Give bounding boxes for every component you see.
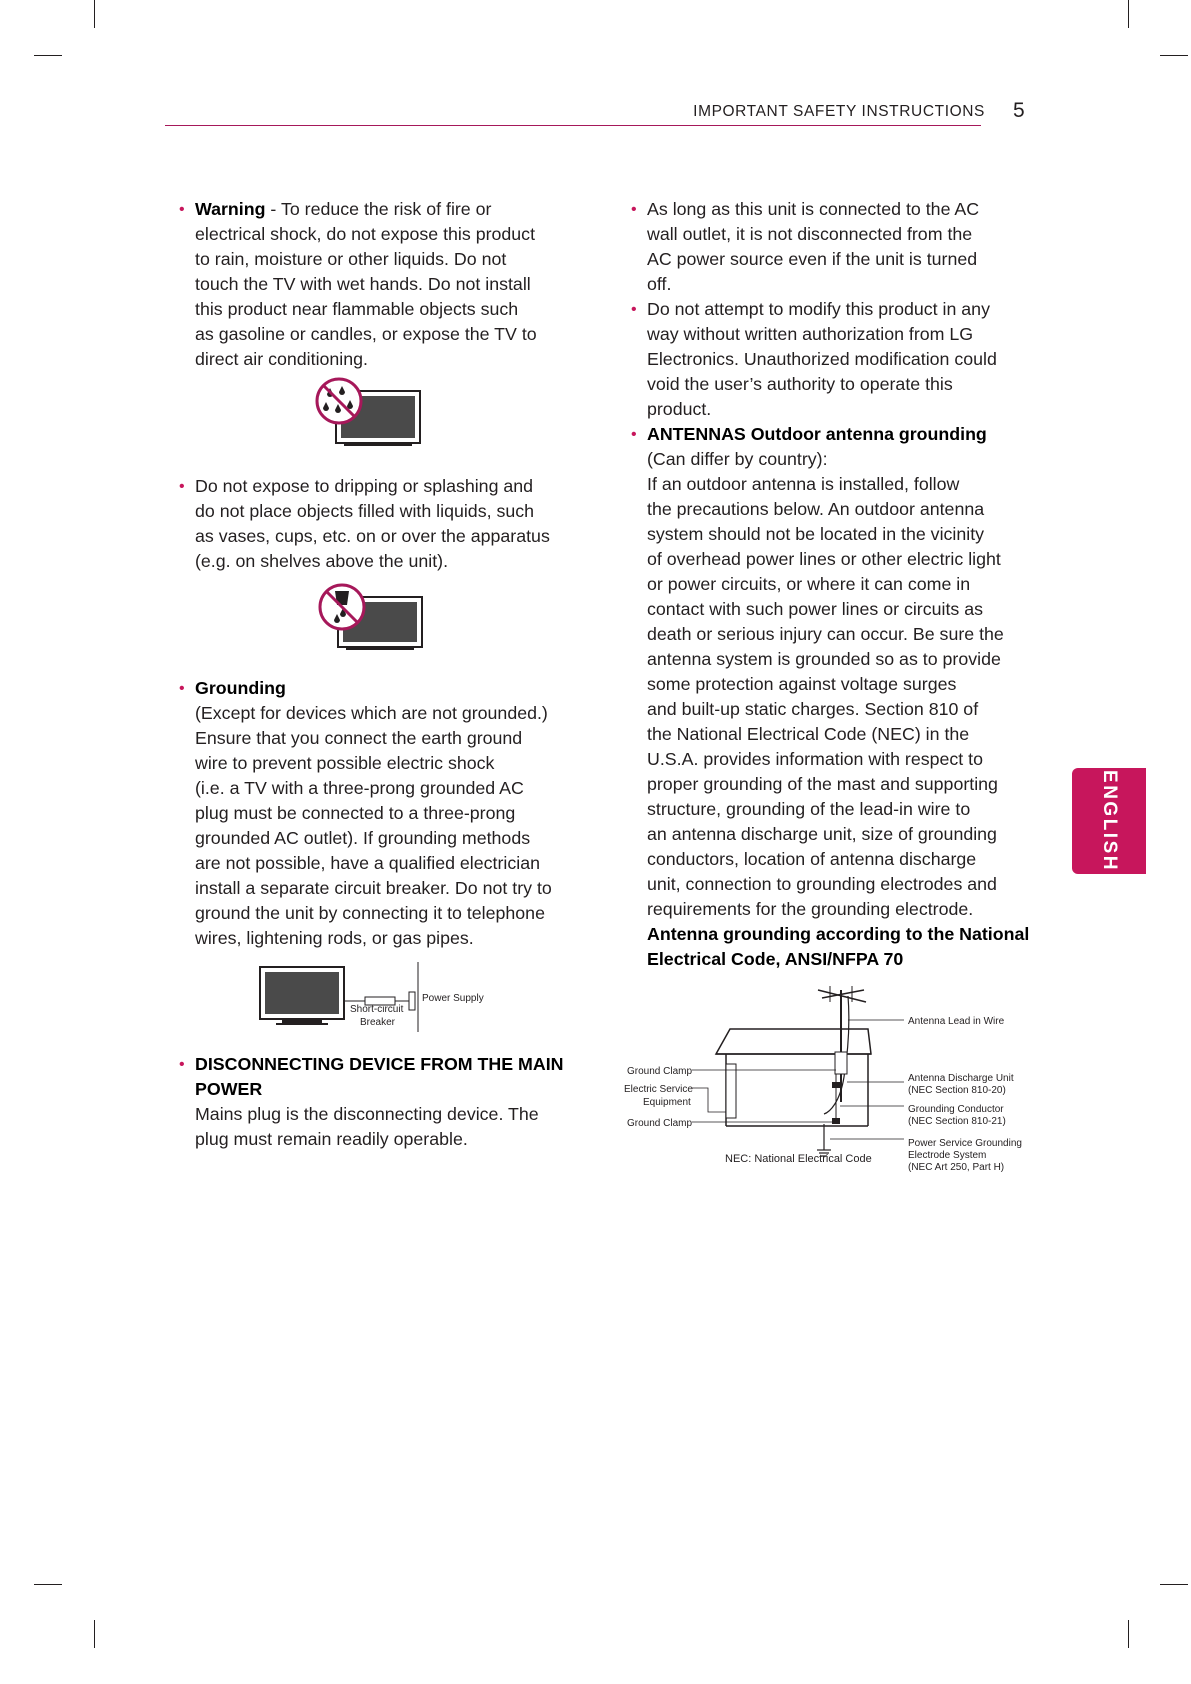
bullet-icon: • — [179, 478, 185, 495]
bullet-icon: • — [631, 426, 637, 443]
grounding-heading: Grounding — [195, 678, 286, 698]
ac-outlet-item — [631, 197, 1031, 297]
breaker-label-line2: Breaker — [360, 1017, 396, 1028]
nec-caption: NEC: National Electrical Code — [725, 1153, 872, 1165]
crop-mark — [1128, 1620, 1129, 1648]
no-moisture-tv-figure — [312, 374, 424, 450]
power-supply-label: Power Supply — [422, 993, 484, 1004]
electrode-label-1: Power Service Grounding — [908, 1138, 1022, 1149]
modify-item — [631, 297, 1031, 422]
header-divider — [165, 125, 981, 126]
electrode-label-2: Electrode System — [908, 1150, 987, 1161]
bullet-icon: • — [631, 301, 637, 318]
breaker-label-line1: Short-circuit — [350, 1004, 404, 1015]
right-column — [631, 197, 1031, 972]
disconnect-text: Mains plug is the disconnecting device. The plug must remain readily operable. — [195, 1104, 539, 1149]
grounding-breaker-figure — [258, 962, 498, 1032]
crop-mark — [34, 55, 62, 56]
antennas-text: (Can differ by country): If an outdoor antenna is installed, follow the precautions below. An outdoor antenna system should not be located in the vicinity of overhead power lines or other electric light or power circuits, or where it can come in contact with such power lines or circuits as death or serious injury can occur. Be sure the antenna system is grounded so as to provide some protection against voltage surges and built-up static charges. Section 810 of the National Electrical Code (NEC) in the U.S.A. provides information with respect to proper grounding of the mast and supporting structure, grounding of the lead-in wire to an antenna discharge unit, size of grounding conductors, location of antenna discharge unit, connection to grounding electrodes and requirements for the grounding electrode. — [647, 449, 1004, 919]
warning-heading: Warning — [195, 199, 266, 219]
discharge-label-1: Antenna Discharge Unit — [908, 1073, 1014, 1084]
crop-mark — [34, 1584, 62, 1585]
electric-service-label-2: Equipment — [643, 1097, 691, 1108]
left-column-dripping — [179, 474, 579, 574]
ac-outlet-text: As long as this unit is connected to the AC wall outlet, it is not disconnected from the AC power source even if the unit is turned off. — [647, 199, 980, 294]
discharge-label-2: (NEC Section 810-20) — [908, 1085, 1006, 1096]
left-column-disconnect — [179, 1052, 579, 1152]
bullet-icon: • — [179, 1056, 185, 1073]
antennas-subheading: Antenna grounding according to the National Electrical Code, ANSI/NFPA 70 — [647, 924, 1030, 969]
bullet-icon: • — [631, 201, 637, 218]
language-tab-label: ENGLISH — [1099, 770, 1120, 872]
page-number: 5 — [1013, 99, 1025, 122]
ground-clamp-top-label: Ground Clamp — [627, 1066, 693, 1077]
electrode-label-3: (NEC Art 250, Part H) — [908, 1162, 1005, 1173]
crop-mark — [1160, 55, 1188, 56]
language-tab — [1072, 768, 1146, 874]
section-title: IMPORTANT SAFETY INSTRUCTIONS — [693, 103, 985, 120]
lead-in-label: Antenna Lead in Wire — [908, 1016, 1005, 1027]
antennas-heading: ANTENNAS Outdoor antenna grounding — [647, 424, 987, 444]
no-liquid-objects-figure — [316, 580, 428, 658]
warning-text: - To reduce the risk of fire or electrical shock, do not expose this product to rain, moisture or other liquids. Do not touch the TV with wet hands. Do not install this product near flammable objects such as gasoline or candles, or expose the TV to direct air conditioning. — [195, 199, 537, 369]
bullet-icon: • — [179, 201, 185, 218]
grounding-item — [179, 676, 579, 951]
bullet-icon: • — [179, 680, 185, 697]
antenna-grounding-diagram — [618, 982, 1038, 1182]
ground-clamp-bottom-label: Ground Clamp — [627, 1118, 693, 1129]
warning-item — [179, 197, 579, 372]
conductor-label-2: (NEC Section 810-21) — [908, 1116, 1006, 1127]
left-column-grounding — [179, 676, 579, 951]
dripping-text: Do not expose to dripping or splashing and do not place objects filled with liquids, such as vases, cups, etc. on or over the apparatus (e.g. on shelves above the unit). — [195, 476, 550, 571]
dripping-item — [179, 474, 579, 574]
modify-text: Do not attempt to modify this product in any way without written authorization from LG Electronics. Unauthorized modification could void the user’s authority to operate this product. — [647, 299, 997, 419]
disconnect-item — [179, 1052, 579, 1152]
electric-service-label-1: Electric Service — [624, 1084, 693, 1095]
grounding-text: (Except for devices which are not grounded.) Ensure that you connect the earth ground wire to prevent possible electric shock (i.e. a TV with a three-prong grounded AC plug must be connected to a three-prong grounded AC outlet). If grounding methods are not possible, have a qualified electrician install a separate circuit breaker. Do not try to ground the unit by connecting it to telephone wires, lightening rods, or gas pipes. — [195, 703, 552, 948]
crop-mark — [1160, 1584, 1188, 1585]
crop-mark — [94, 0, 95, 28]
left-column — [179, 197, 579, 372]
crop-mark — [94, 1620, 95, 1648]
conductor-label-1: Grounding Conductor — [908, 1104, 1004, 1115]
antennas-item — [631, 422, 1031, 972]
crop-mark — [1128, 0, 1129, 28]
disconnect-heading: DISCONNECTING DEVICE FROM THE MAIN POWER — [195, 1054, 564, 1099]
